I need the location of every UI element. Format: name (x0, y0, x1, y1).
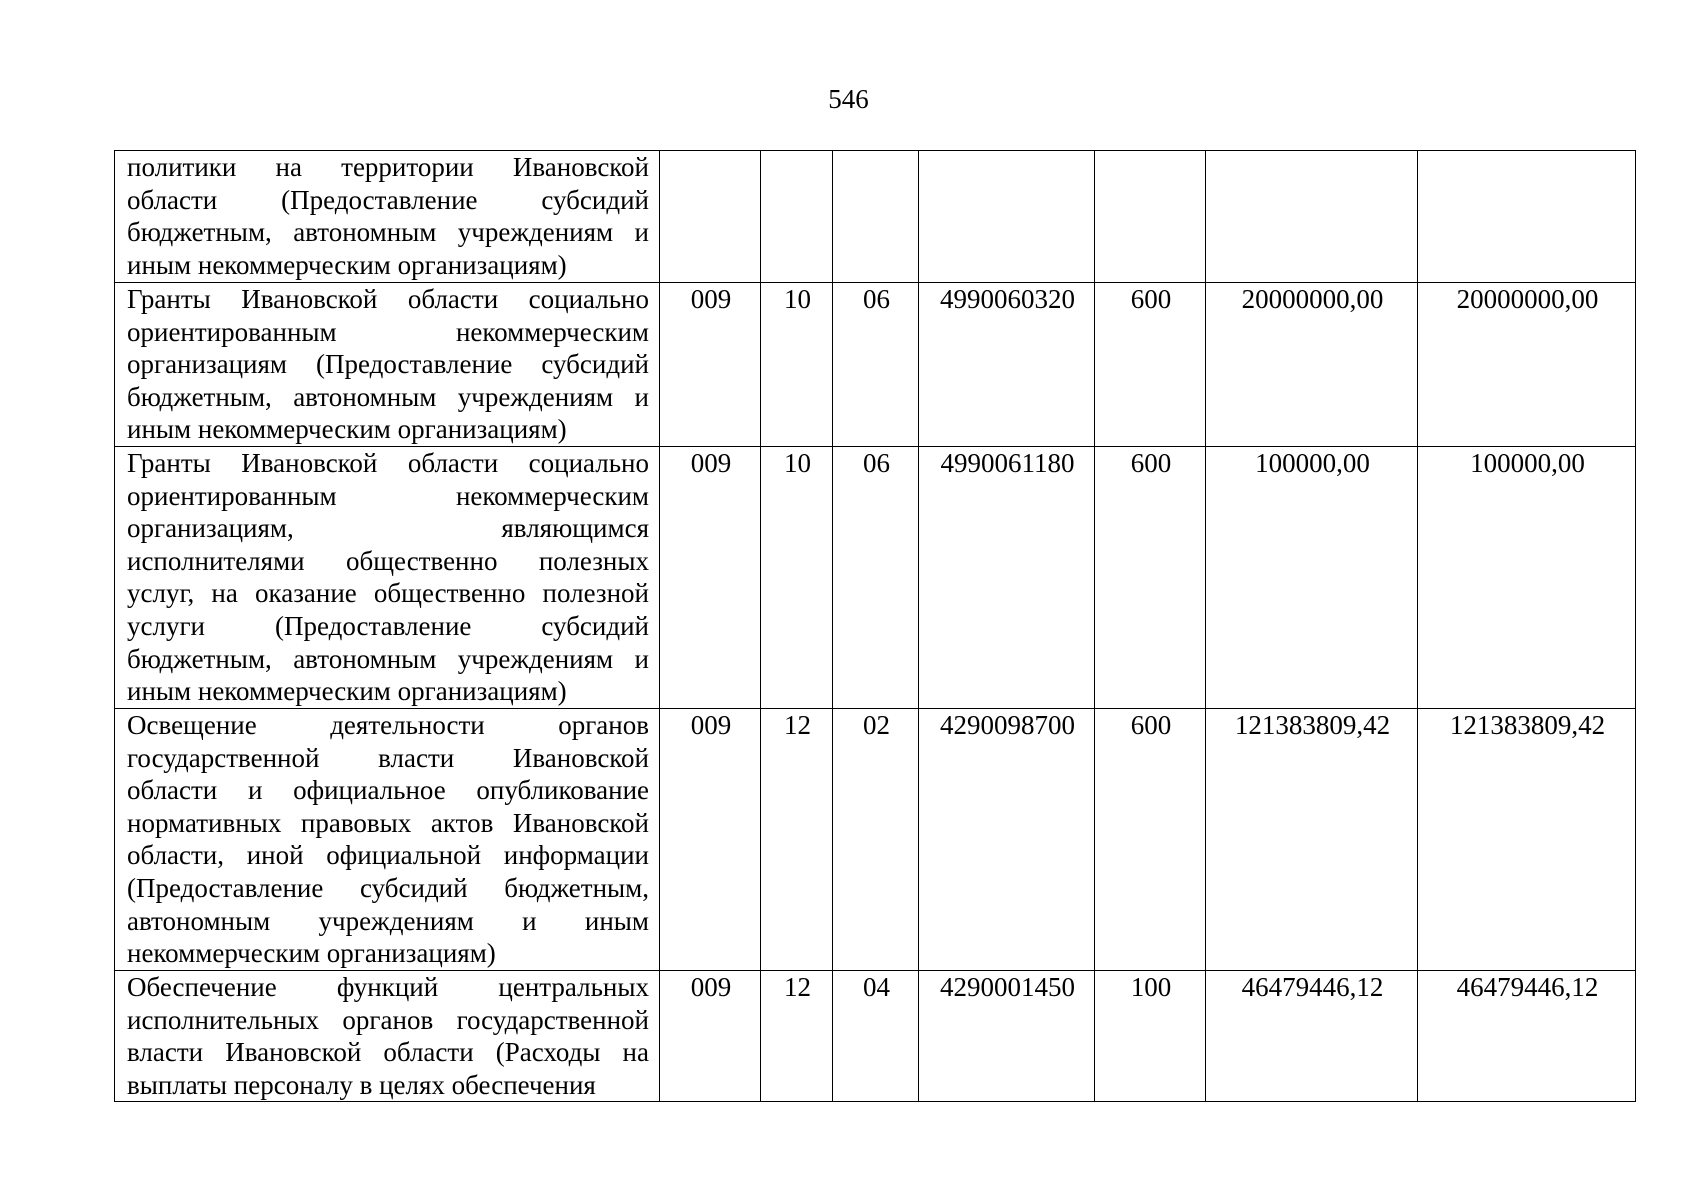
description-line: области (Предоставление субсидий (127, 184, 649, 215)
expense-type-cell: 600 (1095, 447, 1206, 709)
description-line: области, иной официальной информации (127, 840, 649, 871)
description-cell (115, 447, 660, 709)
amount-year2-cell: 100000,00 (1418, 447, 1636, 709)
expense-type-cell: 100 (1095, 971, 1206, 1102)
section-cell: 12 (761, 971, 833, 1102)
expense-type-cell: 600 (1095, 283, 1206, 447)
ministry-code-cell: 009 (660, 447, 761, 709)
subsection-cell: 06 (833, 447, 919, 709)
subsection-cell (833, 151, 919, 283)
description-cell (115, 971, 660, 1102)
table-row (115, 447, 1636, 709)
description-cell (115, 709, 660, 971)
amount-year1-cell: 20000000,00 (1206, 283, 1418, 447)
description-line: некоммерческим организациям) (127, 938, 496, 969)
expense-type-cell: 600 (1095, 709, 1206, 971)
amount-year2-cell: 20000000,00 (1418, 283, 1636, 447)
description-line: Освещение деятельности органов (127, 710, 649, 740)
section-cell: 12 (761, 709, 833, 971)
section-cell (761, 151, 833, 283)
description-line: политики на территории Ивановской (127, 152, 649, 182)
budget-table (114, 150, 1636, 1102)
description-line: бюджетным, автономным учреждениям и (127, 381, 649, 412)
description-line: иным некоммерческим организациям) (127, 249, 567, 280)
table-row (115, 709, 1636, 971)
description-line: иным некоммерческим организациям) (127, 676, 567, 707)
description-line: ориентированным некоммерческим (127, 480, 649, 511)
subsection-cell: 04 (833, 971, 919, 1102)
description-line: государственной власти Ивановской (127, 742, 649, 773)
ministry-code-cell: 009 (660, 709, 761, 971)
table-row (115, 971, 1636, 1102)
amount-year1-cell: 46479446,12 (1206, 971, 1418, 1102)
description-line: организациям, являющимся (127, 513, 649, 544)
page-number: 546 (828, 84, 869, 114)
description-line: бюджетным, автономным учреждениям и (127, 643, 649, 674)
subsection-cell: 06 (833, 283, 919, 447)
description-line: услуги (Предоставление субсидий (127, 610, 649, 641)
description-line: исполнителями общественно полезных (127, 545, 649, 576)
section-cell: 10 (761, 283, 833, 447)
target-article-cell (919, 151, 1095, 283)
target-article-cell: 4290001450 (919, 971, 1095, 1102)
ministry-code-cell: 009 (660, 283, 761, 447)
target-article-cell: 4990060320 (919, 283, 1095, 447)
target-article-cell: 4290098700 (919, 709, 1095, 971)
description-cell (115, 283, 660, 447)
table-body (115, 151, 1636, 1102)
description-cell (115, 151, 660, 283)
expense-type-cell (1095, 151, 1206, 283)
description-line: Гранты Ивановской области социально (127, 284, 649, 314)
description-line: исполнительных органов государственной (127, 1004, 649, 1035)
subsection-cell: 02 (833, 709, 919, 971)
description-line: власти Ивановской области (Расходы на (127, 1037, 649, 1068)
description-line: нормативных правовых актов Ивановской (127, 807, 649, 838)
description-line: автономным учреждениям и иным (127, 905, 649, 936)
description-line: иным некоммерческим организациям) (127, 414, 567, 445)
description-line: (Предоставление субсидий бюджетным, (127, 872, 649, 903)
description-line: ориентированным некоммерческим (127, 316, 649, 347)
amount-year2-cell (1418, 151, 1636, 283)
table-row (115, 283, 1636, 447)
table-row (115, 151, 1636, 283)
description-line: организациям (Предоставление субсидий (127, 349, 649, 380)
description-line: Гранты Ивановской области социально (127, 448, 649, 478)
ministry-code-cell: 009 (660, 971, 761, 1102)
section-cell: 10 (761, 447, 833, 709)
target-article-cell: 4990061180 (919, 447, 1095, 709)
amount-year1-cell: 100000,00 (1206, 447, 1418, 709)
ministry-code-cell (660, 151, 761, 283)
description-line: бюджетным, автономным учреждениям и (127, 217, 649, 248)
amount-year1-cell: 121383809,42 (1206, 709, 1418, 971)
amount-year1-cell (1206, 151, 1418, 283)
description-line: области и официальное опубликование (127, 775, 649, 806)
description-line: выплаты персоналу в целях обеспечения (127, 1069, 596, 1100)
description-line: услуг, на оказание общественно полезной (127, 578, 649, 609)
amount-year2-cell: 46479446,12 (1418, 971, 1636, 1102)
description-line: Обеспечение функций центральных (127, 972, 649, 1002)
amount-year2-cell: 121383809,42 (1418, 709, 1636, 971)
